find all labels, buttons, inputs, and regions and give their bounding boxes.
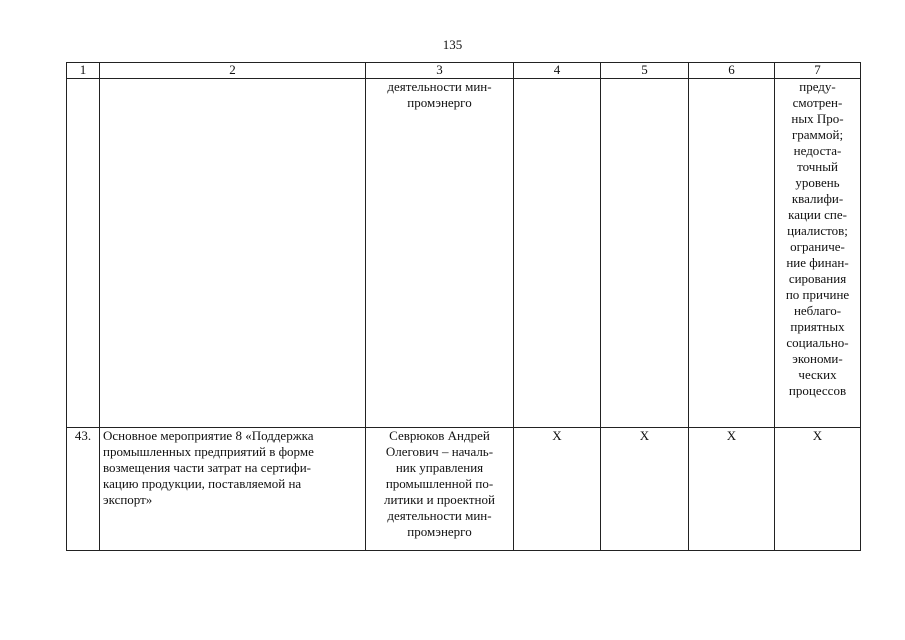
text-line: ческих xyxy=(798,367,837,382)
text-line: приятных xyxy=(790,319,845,334)
text-line: ник управления xyxy=(395,460,484,475)
text-line: кацию продукции, поставляемой на xyxy=(103,476,302,491)
row1-col5 xyxy=(601,79,689,428)
row1-col1 xyxy=(67,79,100,428)
text-line: экспорт» xyxy=(103,492,153,507)
row1-col3-responsible xyxy=(366,79,514,428)
text-line: деятельности мин- xyxy=(387,79,492,94)
text-line: Основное мероприятие 8 «Поддержка xyxy=(103,428,314,443)
text-line: смотрен- xyxy=(792,95,843,110)
text-line: процессов xyxy=(788,383,847,398)
text-line: недоста- xyxy=(793,143,842,158)
row2-responsible xyxy=(366,428,514,551)
text-line: промэнерго xyxy=(407,524,472,539)
header-col-7: 7 xyxy=(775,63,861,79)
header-col-2: 2 xyxy=(100,63,366,79)
header-col-5: 5 xyxy=(601,63,689,79)
text-line: преду- xyxy=(799,79,836,94)
text-line: точный xyxy=(797,159,838,174)
text-line: промышленной по- xyxy=(385,476,494,491)
text-line: литики и проектной xyxy=(384,492,495,507)
row1-col7-reasons xyxy=(775,79,861,428)
row2-measure-name xyxy=(100,428,366,551)
text-line: социально- xyxy=(786,335,849,350)
row2-col5-mark: X xyxy=(601,428,689,551)
data-table xyxy=(66,62,861,551)
text-line: возмещения части затрат на сертифи- xyxy=(103,460,312,475)
text-line: деятельности мин- xyxy=(387,508,492,523)
table-header-row xyxy=(67,63,861,79)
text-line: экономи- xyxy=(792,351,843,366)
text-line: кации спе- xyxy=(788,207,847,222)
text-line: ных Про- xyxy=(791,111,844,126)
row2-col4-mark: X xyxy=(514,428,601,551)
table-row xyxy=(67,428,861,551)
text-line: ние финан- xyxy=(786,255,849,270)
text-line: сирования xyxy=(788,271,847,286)
table-row xyxy=(67,79,861,428)
text-line: ограниче- xyxy=(790,239,845,254)
row2-number: 43. xyxy=(67,428,100,551)
text-line: Севрюков Андрей xyxy=(389,428,490,443)
page-number: 135 xyxy=(442,37,463,52)
text-line: промышленных предприятий в форме xyxy=(103,444,314,459)
text-line: циалистов; xyxy=(787,223,848,238)
text-line: промэнерго xyxy=(407,95,472,110)
text-line: граммой; xyxy=(791,127,844,142)
header-col-3: 3 xyxy=(366,63,514,79)
text-line: по причине xyxy=(785,287,850,302)
text-line: квалифи- xyxy=(791,191,844,206)
text-line: уровень xyxy=(795,175,840,190)
row2-col7-mark: X xyxy=(775,428,861,551)
row1-col4 xyxy=(514,79,601,428)
header-col-1: 1 xyxy=(67,63,100,79)
row1-col6 xyxy=(689,79,775,428)
row1-col2 xyxy=(100,79,366,428)
header-col-4: 4 xyxy=(514,63,601,79)
header-col-6: 6 xyxy=(689,63,775,79)
text-line: неблаго- xyxy=(793,303,842,318)
text-line: Олегович – началь- xyxy=(385,444,494,459)
row2-col6-mark: X xyxy=(689,428,775,551)
